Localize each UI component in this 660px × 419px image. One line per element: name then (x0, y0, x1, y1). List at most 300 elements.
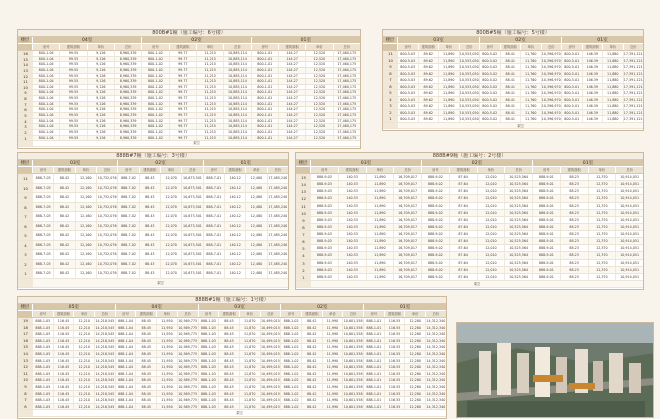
unit-area: 88.42 (53, 231, 74, 240)
unit-area: 144.27 (278, 85, 305, 90)
unit-area: 88.42 (301, 325, 322, 331)
table-row (296, 188, 643, 195)
column-header: 房号 (32, 167, 53, 173)
floor-label: 楼层 (18, 304, 32, 310)
unit-area: 88.42 (301, 364, 322, 370)
unit-price: 11,760 (520, 110, 541, 116)
unit-area: 88.45 (218, 404, 239, 410)
unit-total: 10,396,970 (541, 65, 561, 69)
unit-area: 88.23 (560, 174, 588, 180)
unit-price: 12,280 (404, 404, 425, 410)
unit-code: 888-1-05 (32, 344, 53, 350)
floor-label-spacer (18, 167, 32, 173)
unit-price: 12,160 (75, 184, 96, 193)
unit-area: 146.39 (582, 110, 603, 116)
unit-code: 800-1-01 (251, 68, 278, 73)
floor-label-spacer (296, 167, 310, 173)
unit-code: 888-1-01 (363, 358, 384, 364)
unit-total: 10,752,076 (96, 260, 117, 269)
unit-price: 12,480 (245, 193, 266, 202)
unit-area: 140.53 (338, 274, 366, 280)
unit-area: 116.55 (384, 377, 405, 383)
unit-price: 11,870 (239, 331, 260, 337)
unit-total: 10,396,970 (541, 91, 561, 95)
unit-price: 11,215 (196, 79, 223, 84)
unit-price: 11,890 (366, 274, 394, 280)
unit-total: 17,391,121 (623, 78, 643, 82)
unit-area: 88.42 (301, 351, 322, 357)
unit-area: 88.45 (218, 377, 239, 383)
floor-number: 3 (296, 260, 310, 266)
unit-area: 88.43 (139, 193, 160, 202)
unit-total: 10,673,501 (181, 174, 202, 183)
column-header: 单价 (366, 167, 394, 173)
unit-area: 99.55 (59, 51, 86, 56)
unit-code: 800-5-02 (479, 84, 500, 90)
unit-total: 10,601,558 (343, 358, 363, 363)
unit-area: 140.53 (338, 238, 366, 244)
unit-code: 888-9-02 (421, 252, 449, 258)
unit-total: 10,525,564 (504, 217, 532, 223)
unit-area: 116.55 (384, 325, 405, 331)
unit-area: 140.53 (338, 203, 366, 209)
floor-number-blank (296, 281, 310, 287)
unit-area: 89.62 (418, 110, 439, 116)
unit-price: 12,520 (305, 130, 332, 135)
floor-number: 5 (18, 231, 32, 240)
unit-price: 12,160 (75, 250, 96, 259)
unit-code: 888-1-03 (198, 325, 219, 331)
unit-area: 88.23 (560, 217, 588, 223)
unit-area: 99.55 (59, 124, 86, 129)
unit-price: 12,520 (305, 90, 332, 95)
unit-code: 800-1-01 (251, 96, 278, 101)
unit-price: 11,880 (602, 84, 623, 90)
table-row (18, 212, 288, 222)
unit-code: 800-1-04 (32, 124, 59, 129)
table-888b-9 (295, 152, 644, 290)
unit-area: 88.42 (301, 331, 322, 337)
unit-area: 88.42 (301, 318, 322, 324)
unit-total: 17,391,121 (623, 97, 643, 102)
unit-total: 10,673,501 (181, 222, 202, 231)
unit-area: 88.23 (560, 274, 588, 280)
table-row (18, 344, 446, 351)
unit-price: 11,890 (438, 90, 459, 96)
unit-area: 88.45 (135, 318, 156, 324)
unit-total: 10,914,051 (615, 274, 643, 280)
unit-total: 16,709,017 (393, 203, 421, 209)
unit-total: 10,673,501 (181, 193, 202, 202)
unit-total: 10,914,051 (615, 181, 643, 187)
unit-price: 12,010 (477, 238, 505, 244)
unit-price: 11,950 (156, 344, 177, 350)
unit-area: 89.62 (418, 90, 439, 96)
unit-code: 800-1-04 (32, 130, 59, 135)
unit-code: 888-9-03 (310, 203, 338, 209)
table-row (18, 391, 446, 398)
unit-total: 10,396,970 (541, 52, 561, 56)
unit-code: 888-9-03 (310, 195, 338, 201)
unit-total: 16,709,017 (393, 238, 421, 244)
floor-number: 15 (296, 174, 310, 180)
unit-code: 888-1-05 (32, 371, 53, 377)
floor-number: 4 (18, 119, 32, 124)
floor-number: 7 (296, 231, 310, 237)
column-header: 建筑面积 (218, 311, 239, 317)
unit-total: 17,391,121 (623, 65, 643, 69)
unit-price: 12,210 (73, 331, 94, 337)
column-header: 总价 (223, 44, 250, 50)
unit-code: 888-1-02 (280, 377, 301, 383)
unit-price: 12,070 (160, 184, 181, 193)
unit-code: 888-9-02 (421, 217, 449, 223)
unit-price: 11,990 (322, 371, 343, 377)
unit-price: 11,950 (156, 397, 177, 403)
column-header: 单价 (156, 311, 177, 317)
unit-total: 10,752,076 (96, 241, 117, 250)
unit-code: 888-1-01 (363, 371, 384, 377)
unit-area: 99.77 (169, 102, 196, 107)
unit-price: 11,950 (156, 331, 177, 337)
unit-area: 88.45 (135, 358, 156, 364)
unit-code: 800-1-02 (141, 130, 168, 135)
unit-code: 888-9-02 (421, 210, 449, 216)
column-header: 房号 (117, 167, 138, 173)
unit-area: 88.42 (301, 338, 322, 344)
unit-area: 99.55 (59, 74, 86, 79)
unit-price: 12,370 (588, 210, 616, 216)
unit-price: 12,280 (404, 351, 425, 357)
unit-price: 12,370 (588, 203, 616, 209)
table-row (18, 351, 446, 358)
unit-code: 888-1-04 (115, 384, 136, 390)
floor-number: 15 (18, 57, 32, 62)
floor-number: 13 (18, 358, 32, 364)
unit-price: 12,370 (588, 274, 616, 280)
unit-code: 888-1-02 (280, 344, 301, 350)
unit-code: 888-1-01 (363, 377, 384, 383)
unit-code: 800-1-02 (141, 107, 168, 112)
unit-price: 11,215 (196, 85, 223, 90)
unit-total: 10,601,558 (343, 365, 363, 370)
unit-code: 800-5-03 (397, 103, 418, 109)
unit-area: 140.53 (338, 267, 366, 273)
unit-code: 888-1-03 (198, 351, 219, 357)
unit-total: 10,499,015 (260, 391, 280, 396)
unit-price: 11,890 (438, 103, 459, 109)
unit-area: 140.12 (224, 231, 245, 240)
unit-code: 888-7-02 (117, 231, 138, 240)
unit-total: 10,569,775 (178, 365, 198, 370)
unit-price: 12,480 (245, 212, 266, 221)
unit-area: 140.12 (224, 184, 245, 193)
column-header: 房号 (280, 311, 301, 317)
unit-price: 11,890 (366, 210, 394, 216)
floor-number: 4 (296, 252, 310, 258)
unit-code: 800-1-04 (32, 107, 59, 112)
unit-total: 10,914,051 (615, 174, 643, 180)
table-title: 888B#7幢（施工编号：3号楼） (18, 153, 288, 160)
floor-number: 6 (18, 107, 32, 112)
floor-number: 8 (383, 71, 397, 77)
unit-area: 88.42 (301, 344, 322, 350)
table-row (296, 267, 643, 274)
column-header: 建筑面积 (169, 44, 196, 50)
unit-code: 888-7-01 (203, 203, 224, 212)
unit-price: 12,160 (75, 269, 96, 278)
column-header: 单价 (73, 311, 94, 317)
unit-total: 10,553,050 (459, 58, 479, 63)
unit-code: 888-9-03 (310, 231, 338, 237)
ground-floor-row (18, 279, 288, 289)
unit-code: 888-7-03 (32, 231, 53, 240)
unit-total: 10,499,015 (260, 345, 280, 350)
unit-price: 11,890 (366, 231, 394, 237)
unit-price: 11,890 (366, 224, 394, 230)
unit-area: 140.12 (224, 269, 245, 278)
floor-number: 9 (18, 90, 32, 95)
table-body (296, 174, 643, 288)
column-header: 总价 (260, 311, 281, 317)
unit-price: 12,280 (404, 397, 425, 403)
floor-number: 18 (18, 325, 32, 331)
unit-total: 10,569,775 (178, 332, 198, 337)
unit-area: 88.45 (218, 384, 239, 390)
unit-area: 88.42 (53, 203, 74, 212)
unit-area: 88.41 (500, 103, 521, 109)
unit-price: 12,520 (305, 68, 332, 73)
unit-price: 11,890 (438, 110, 459, 116)
unit-area: 88.45 (218, 318, 239, 324)
table-row (296, 195, 643, 202)
unit-area: 99.55 (59, 90, 86, 95)
unit-price: 11,890 (438, 71, 459, 77)
unit-price: 9,126 (87, 62, 114, 67)
unit-area: 99.55 (59, 113, 86, 118)
unit-code: 800-1-01 (251, 79, 278, 84)
unit-code: 800-5-03 (397, 110, 418, 116)
unit-price: 11,890 (366, 181, 394, 187)
unit-total: 8,960,339 (114, 79, 141, 84)
unit-total: 14,312,340 (426, 325, 446, 330)
unit-area: 88.41 (500, 97, 521, 103)
unit-total: 10,914,051 (615, 203, 643, 209)
unit-total: 10,525,564 (504, 188, 532, 194)
column-header: 房号 (561, 44, 582, 50)
unit-total: 10,396,970 (541, 78, 561, 82)
floor-number: 4 (18, 241, 32, 250)
column-header: 房号 (421, 167, 449, 173)
unit-area: 140.12 (224, 174, 245, 183)
unit-total: 16,709,017 (393, 231, 421, 237)
unit-price: 9,126 (87, 57, 114, 62)
unit-price: 11,890 (438, 97, 459, 103)
floor-number: 5 (296, 245, 310, 251)
column-header-row (18, 311, 446, 318)
table-row (18, 384, 446, 391)
unit-code: 888-1-05 (32, 351, 53, 357)
unit-area: 140.12 (224, 203, 245, 212)
unit-total: 10,499,015 (260, 365, 280, 370)
unit-total: 8,960,339 (114, 102, 141, 107)
unit-code: 888-9-03 (310, 245, 338, 251)
column-header: 房号 (32, 311, 53, 317)
unit-code: 888-1-05 (32, 325, 53, 331)
section-header: 01室 (532, 160, 643, 166)
unit-price: 11,215 (196, 68, 223, 73)
table-row (18, 325, 446, 332)
unit-code: 800-1-02 (141, 74, 168, 79)
unit-total: 10,499,015 (260, 371, 280, 376)
floor-number: 2 (18, 130, 32, 135)
unit-code: 888-1-03 (198, 331, 219, 337)
unit-price: 11,950 (156, 391, 177, 397)
unit-total: 16,709,017 (393, 174, 421, 180)
unit-price: 11,990 (322, 384, 343, 390)
unit-total: 10,673,501 (181, 260, 202, 269)
unit-price: 12,370 (588, 267, 616, 273)
unit-total: 10,499,015 (260, 332, 280, 337)
unit-code: 888-9-03 (310, 217, 338, 223)
column-header: 总价 (177, 311, 198, 317)
unit-price: 9,126 (87, 85, 114, 90)
floor-number: 14 (296, 181, 310, 187)
unit-code: 888-1-02 (280, 338, 301, 344)
table-row (296, 181, 643, 188)
unit-total: 10,553,050 (459, 97, 479, 102)
unit-total: 17,485,240 (267, 241, 288, 250)
column-header: 建筑面积 (59, 44, 86, 50)
unit-code: 800-5-01 (561, 58, 582, 64)
unit-total: 10,914,051 (615, 217, 643, 223)
unit-price: 11,870 (239, 364, 260, 370)
unit-area: 88.42 (53, 241, 74, 250)
floor-number: 19 (18, 318, 32, 324)
unit-area: 88.42 (301, 358, 322, 364)
floor-number: 11 (18, 79, 32, 84)
unit-price: 9,126 (87, 96, 114, 101)
column-header-row (296, 167, 643, 174)
unit-area: 140.53 (338, 188, 366, 194)
unit-code: 888-9-03 (310, 252, 338, 258)
unit-code: 888-1-02 (280, 384, 301, 390)
unit-total: 10,499,015 (260, 384, 280, 389)
unit-code: 800-5-03 (397, 51, 418, 57)
unit-code: 800-1-01 (251, 57, 278, 62)
unit-price: 12,480 (245, 222, 266, 231)
unit-area: 140.12 (224, 193, 245, 202)
unit-code: 888-1-03 (198, 371, 219, 377)
column-header: 房号 (32, 44, 59, 50)
unit-price: 12,160 (75, 260, 96, 269)
unit-total: 17,460,175 (333, 119, 360, 124)
unit-code: 888-9-03 (310, 267, 338, 273)
unit-area: 99.55 (59, 136, 86, 141)
unit-total: 14,218,545 (95, 365, 115, 370)
unit-price: 9,126 (87, 79, 114, 84)
unit-price: 9,126 (87, 119, 114, 124)
column-header: 单价 (160, 167, 181, 173)
floor-number: 8 (18, 203, 32, 212)
unit-price: 11,950 (156, 325, 177, 331)
unit-area: 87.64 (449, 245, 477, 251)
unit-total: 10,569,775 (178, 325, 198, 330)
unit-code: 888-9-01 (532, 217, 560, 223)
unit-code: 800-1-01 (251, 62, 278, 67)
unit-code: 800-1-04 (32, 102, 59, 107)
unit-price: 12,370 (588, 181, 616, 187)
unit-code: 888-9-01 (532, 267, 560, 273)
unit-price: 11,760 (520, 90, 541, 96)
unit-code: 888-7-02 (117, 212, 138, 221)
unit-area: 88.41 (500, 58, 521, 64)
unit-price: 11,950 (156, 371, 177, 377)
pilotis-note: 架空 (310, 281, 643, 287)
unit-area: 88.23 (560, 238, 588, 244)
unit-area: 99.77 (169, 119, 196, 124)
unit-code: 888-1-04 (115, 338, 136, 344)
table-row (18, 331, 446, 338)
unit-area: 99.55 (59, 96, 86, 101)
unit-total: 14,312,340 (426, 358, 446, 363)
table-row (296, 174, 643, 181)
unit-code: 888-7-02 (117, 260, 138, 269)
unit-area: 88.23 (560, 245, 588, 251)
unit-code: 800-5-03 (397, 64, 418, 70)
floor-number: 7 (18, 212, 32, 221)
floor-number: 15 (18, 344, 32, 350)
unit-area: 88.45 (218, 358, 239, 364)
unit-area: 87.64 (449, 238, 477, 244)
unit-area: 146.39 (582, 90, 603, 96)
unit-code: 888-7-02 (117, 184, 138, 193)
unit-total: 10,396,970 (541, 97, 561, 102)
unit-price: 11,950 (156, 351, 177, 357)
unit-price: 12,210 (73, 397, 94, 403)
unit-area: 87.64 (449, 210, 477, 216)
pilotis-note: 架空 (32, 410, 446, 416)
unit-area: 88.42 (301, 371, 322, 377)
unit-code: 888-9-03 (310, 238, 338, 244)
unit-price: 12,010 (477, 174, 505, 180)
column-header: 建筑面积 (582, 44, 603, 50)
unit-area: 116.45 (53, 338, 74, 344)
unit-price: 11,215 (196, 96, 223, 101)
unit-price: 11,760 (520, 71, 541, 77)
unit-code: 888-9-02 (421, 174, 449, 180)
column-header: 建筑面积 (224, 167, 245, 173)
unit-code: 888-9-01 (532, 231, 560, 237)
unit-total: 14,218,545 (95, 371, 115, 376)
unit-area: 99.55 (59, 79, 86, 84)
unit-total: 10,396,970 (541, 110, 561, 115)
floor-number: 6 (18, 404, 32, 410)
table-row (18, 338, 446, 345)
table-row (18, 241, 288, 251)
unit-price: 12,010 (477, 267, 505, 273)
unit-total: 17,460,175 (333, 124, 360, 129)
unit-total: 10,499,015 (260, 404, 280, 409)
unit-price: 12,480 (245, 260, 266, 269)
unit-area: 88.41 (500, 71, 521, 77)
unit-area: 144.27 (278, 57, 305, 62)
unit-total: 17,460,175 (333, 57, 360, 62)
unit-code: 888-1-02 (280, 331, 301, 337)
section-header: 01室 (203, 160, 288, 166)
unit-price: 11,215 (196, 136, 223, 141)
unit-price: 12,480 (245, 269, 266, 278)
